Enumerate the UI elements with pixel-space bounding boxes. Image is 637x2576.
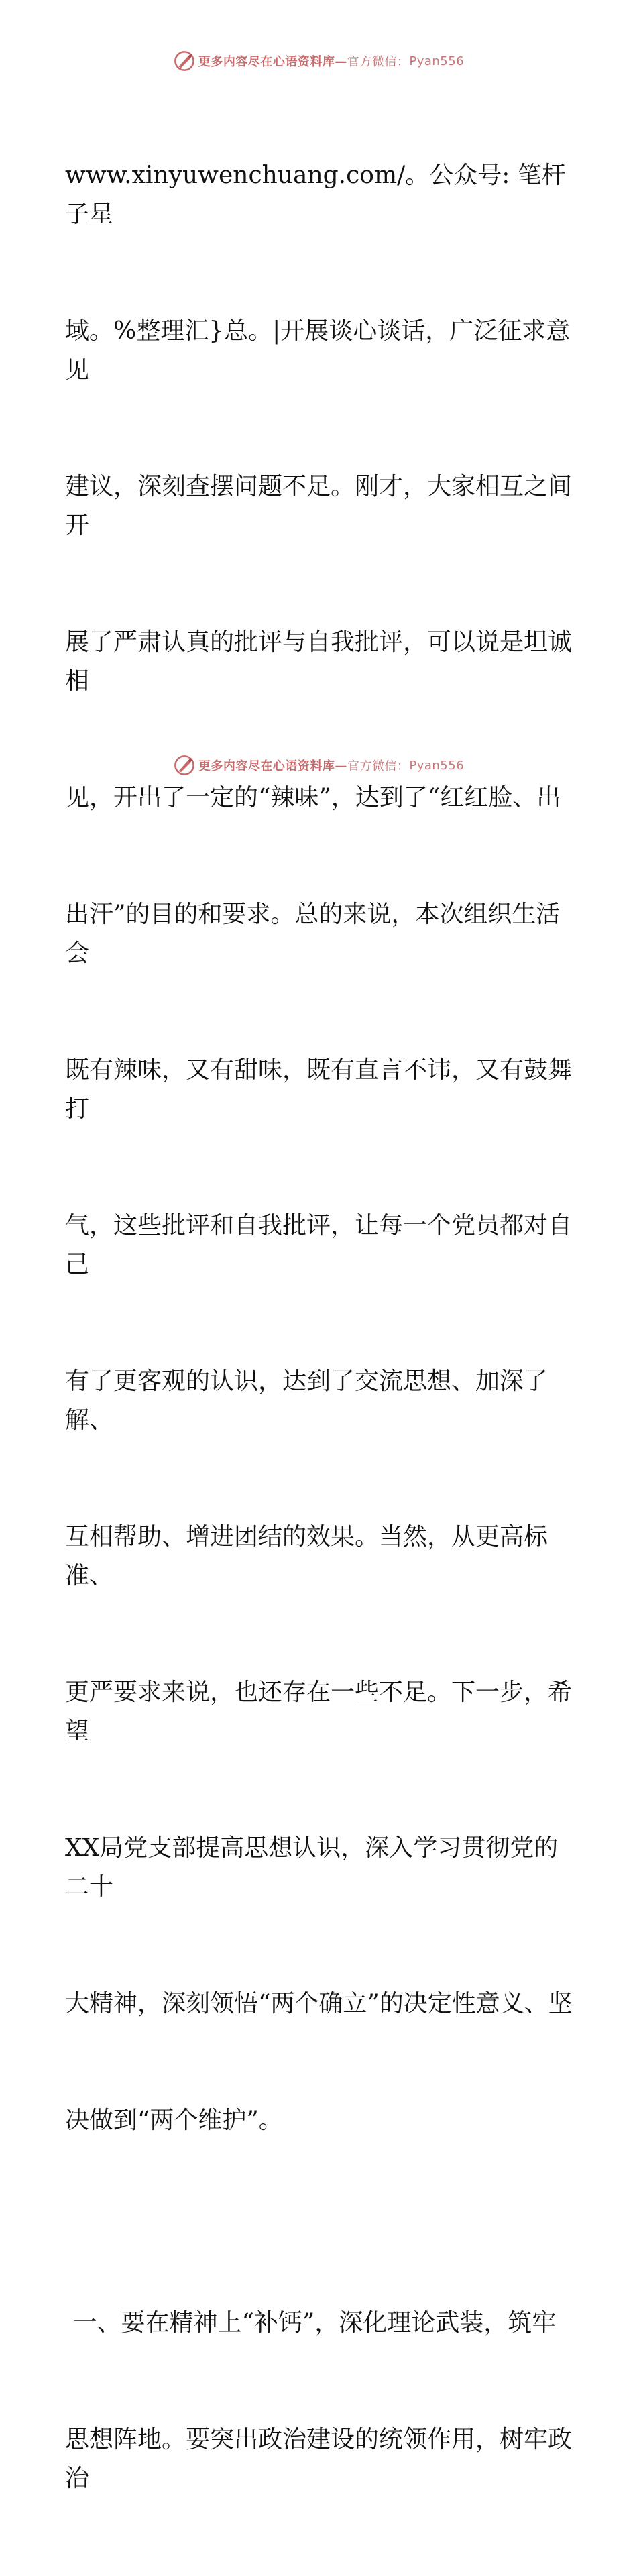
pen-logo-icon (173, 754, 196, 777)
banner-main-text: 更多内容尽在心语资料库— (198, 55, 347, 69)
footer-watermark-banner (0, 750, 637, 781)
text-line: 思想阵地。要突出政治建设的统领作用，树牢政治 (65, 2426, 573, 2492)
header-watermark-banner (0, 46, 637, 76)
banner-wechat-label: 官方微信： (347, 55, 410, 69)
text-line: 建议，深刻查摆问题不足。刚才，大家相互之间开 (65, 473, 573, 539)
text-line: 展了严肃认真的批评与自我批评，可以说是坦诚相 (65, 628, 573, 695)
text-line: 气，这些批评和自我批评，让每一个党员都对自己 (65, 1212, 573, 1278)
paragraph-1 (65, 78, 575, 2218)
text-line: www.xinyuwenchuang.com/。公众号: 笔杆子星 (65, 162, 566, 228)
text-line: 大精神，深刻领悟“两个确立”的决定性意义、坚 (65, 1990, 573, 2017)
text-line: 既有辣味，又有甜味，既有直言不讳，又有鼓舞打 (65, 1056, 573, 1123)
banner-main-text: 更多内容尽在心语资料库— (198, 759, 347, 773)
pen-logo-icon (173, 50, 196, 72)
text-line: 决做到“两个维护”。 (65, 2107, 283, 2134)
document-body (65, 78, 575, 2576)
text-line: 见，开出了一定的“辣味”，达到了“红红脸、出 (65, 784, 561, 811)
paragraph-2 (65, 2226, 575, 2576)
banner-wechat-id: Pyan556 (409, 54, 465, 68)
text-line: 出汗”的目的和要求。总的来说，本次组织生活会 (65, 901, 561, 967)
text-line: XX局党支部提高思想认识，深入学习贯彻党的二十 (65, 1834, 559, 1901)
text-line: 一、要在精神上“补钙”，深化理论武装，筑牢 (65, 2309, 557, 2337)
banner-wechat-label: 官方微信： (347, 759, 410, 773)
text-line: 更严要求来说，也还存在一些不足。下一步，希望 (65, 1679, 573, 1745)
text-line: 有了更客观的认识，达到了交流思想、加深了解、 (65, 1367, 548, 1434)
text-line: 互相帮助、增进团结的效果。当然，从更高标准、 (65, 1523, 548, 1589)
banner-wechat-id: Pyan556 (409, 758, 465, 773)
text-line: 域。%整理汇}总。|开展谈心谈话，广泛征求意见 (65, 317, 571, 384)
